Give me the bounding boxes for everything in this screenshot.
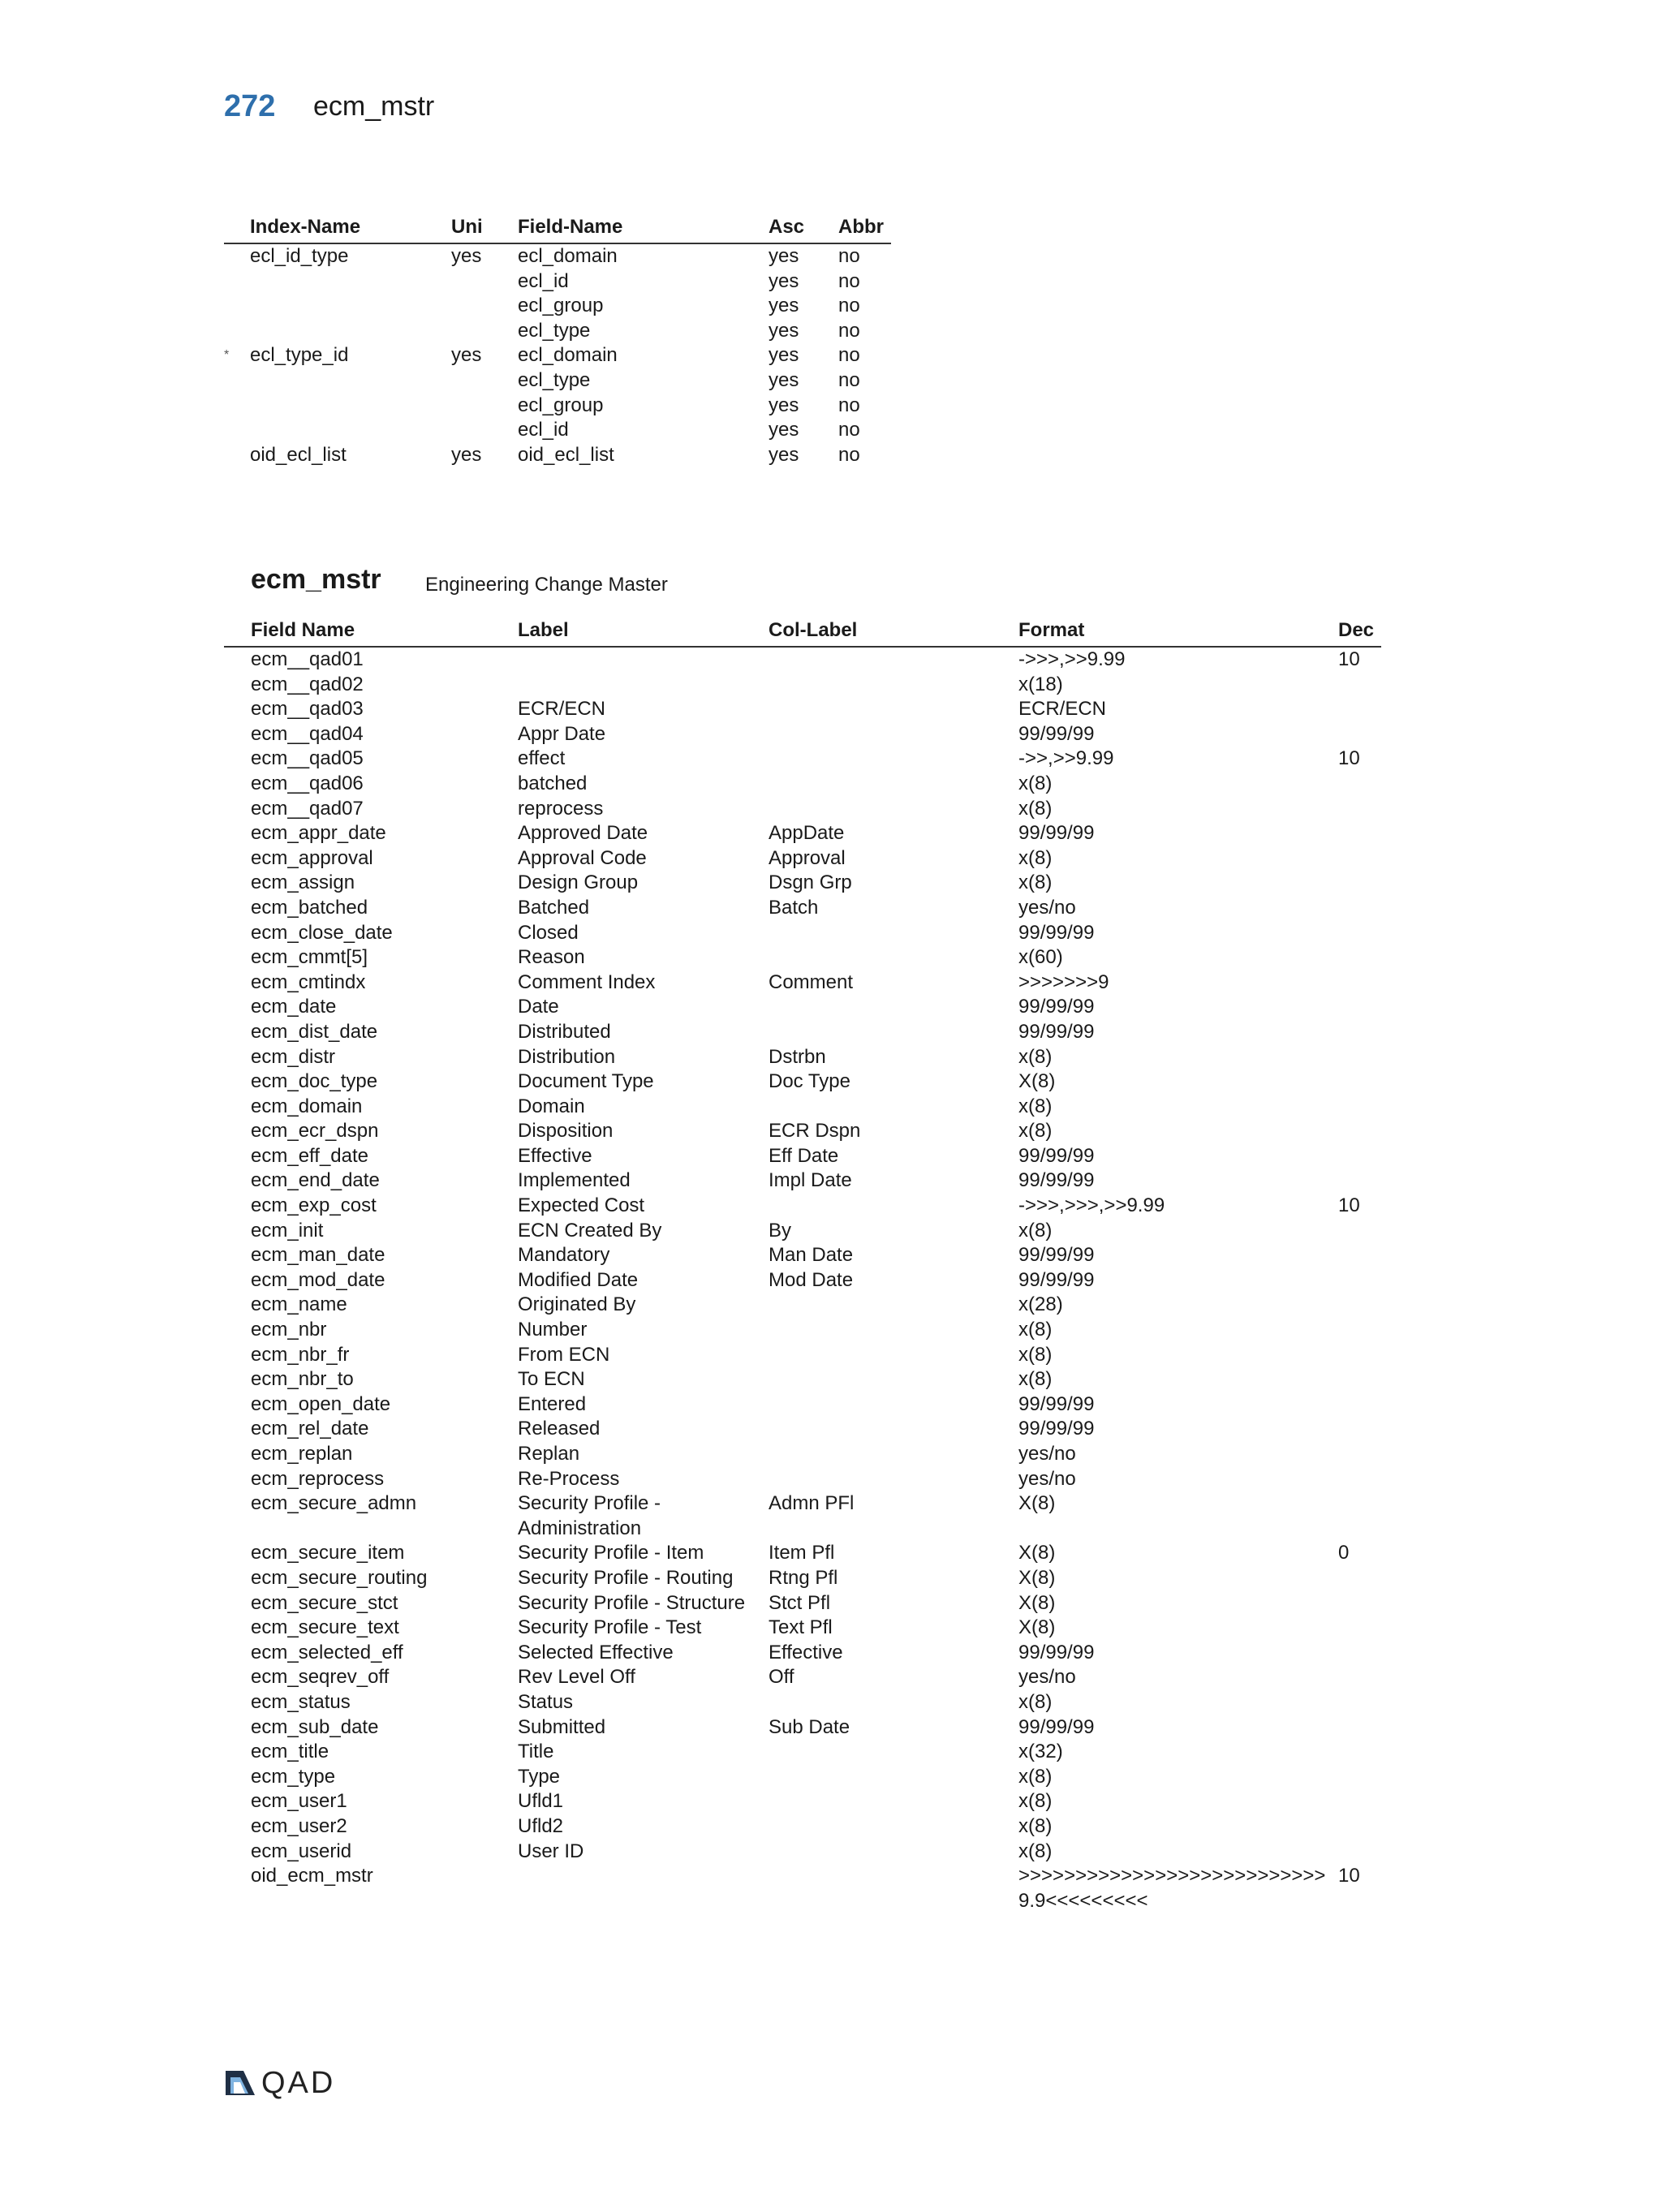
format-cell: X(8) [1018,1070,1056,1093]
col-abbr: Abbr [838,216,884,238]
table-row [224,319,891,344]
label-cell: Replan [518,1443,580,1465]
dec-cell: 10 [1338,1865,1360,1887]
label-cell: ECN Created By [518,1219,662,1242]
table-row [224,1765,1381,1790]
format-cell: x(8) [1018,1368,1053,1391]
table-row [224,821,1381,846]
table-row [224,1144,1381,1169]
field-name-cell: ecm_domain [251,1095,363,1117]
format-cell: ->>>,>>9.99 [1018,648,1126,670]
table-row [224,1566,1381,1591]
table-row [224,871,1381,896]
format-cell: 99/99/99 [1018,1418,1095,1440]
table-row [224,418,891,443]
label-cell: User ID [518,1840,584,1862]
field-name-cell: ecm_user1 [251,1790,347,1813]
format-cell: X(8) [1018,1492,1056,1515]
col-format: Format [1018,619,1085,641]
field-name-cell: ecl_domain [518,245,618,267]
label-cell: Selected Effective [518,1641,674,1663]
table-row [224,970,1381,996]
field-name-cell: ecm__qad02 [251,673,364,695]
field-name-cell: ecm_user2 [251,1814,347,1837]
field-name-cell: ecm__qad03 [251,698,364,721]
format-cell: x(8) [1018,772,1053,794]
field-name-cell: ecm_approval [251,846,373,869]
col-label-cell: Approval [769,846,846,869]
table-row [224,1194,1381,1219]
format-cell: 99/99/99 [1018,1169,1095,1192]
format-cell: >>>>>>>9 [1018,970,1109,993]
col-asc: Asc [769,216,805,238]
label-cell: Rev Level Off [518,1666,635,1689]
field-name-cell: ecm_init [251,1219,324,1242]
field-name-cell: ecm_status [251,1690,351,1713]
abbr-cell: no [838,295,860,317]
row-marker: * [224,348,230,363]
label-cell: Type [518,1765,561,1788]
field-name-cell: ecm__qad05 [251,747,364,770]
field-table-body [224,648,1381,1913]
field-name-cell: ecl_id [518,419,569,441]
field-name-cell: ecm_rel_date [251,1418,369,1440]
table-row [224,1020,1381,1045]
label-cell: Entered [518,1392,587,1415]
col-label-cell: ECR Dspn [769,1120,861,1143]
col-label: Label [518,619,569,641]
format-cell: X(8) [1018,1542,1056,1564]
col-label-cell: Dstrbn [769,1045,826,1068]
label-cell: Re-Process [518,1467,620,1490]
col-label-cell: Admn PFl [769,1492,855,1515]
table-row [224,1814,1381,1840]
table-row [224,368,891,394]
format-cell: ->>,>>9.99 [1018,747,1114,770]
label-cell: Number [518,1319,588,1341]
qad-logo [224,2065,336,2100]
field-name-cell: ecm_exp_cost [251,1194,377,1217]
format-cell: x(8) [1018,1095,1053,1117]
field-name-cell: ecm_batched [251,896,368,919]
format-cell: 99/99/99 [1018,1641,1095,1663]
label-cell: From ECN [518,1343,610,1366]
field-name-cell: ecm_secure_text [251,1616,399,1639]
field-name-cell: ecl_group [518,394,604,416]
table-row [224,896,1381,921]
table-row [224,294,891,319]
col-label-cell: Man Date [769,1244,854,1267]
uni-cell: yes [451,443,482,466]
index-table-body [224,244,891,467]
col-label-cell: By [769,1219,792,1242]
format-cell: 99/99/99 [1018,822,1095,845]
table-row [224,1045,1381,1070]
label-cell: Distributed [518,1020,611,1043]
format-cell: x(32) [1018,1741,1063,1763]
table-row [224,1293,1381,1318]
index-table [224,213,891,467]
field-table [224,617,1381,1913]
running-title: ecm_mstr [313,91,435,122]
col-label-cell: Eff Date [769,1144,839,1167]
field-name-cell: ecm__qad07 [251,797,364,820]
table-row [224,1541,1381,1566]
format-cell: 99/99/99 [1018,1020,1095,1043]
table-row [224,1840,1381,1865]
table-row [224,1641,1381,1666]
format-cell: x(8) [1018,797,1053,820]
table-row [224,1417,1381,1442]
field-name-cell: ecm_assign [251,871,355,894]
format-cell: x(8) [1018,871,1053,894]
label-cell: Effective [518,1144,592,1167]
col-label-cell: Impl Date [769,1169,852,1192]
index-name-cell: oid_ecl_list [250,443,347,466]
table-row [224,1343,1381,1368]
label-cell: Security Profile - Administration [518,1492,661,1539]
format-cell: x(8) [1018,846,1053,869]
table-row [224,1069,1381,1095]
table-row [224,1467,1381,1492]
format-cell: x(8) [1018,1120,1053,1143]
label-cell: Submitted [518,1715,606,1738]
col-label-cell: Stct Pfl [769,1591,831,1614]
table-row [224,1268,1381,1293]
field-name-cell: ecm_man_date [251,1244,385,1267]
field-name-cell: ecm_doc_type [251,1070,378,1093]
format-cell: yes/no [1018,1467,1076,1490]
table-row [224,1243,1381,1268]
field-name-cell: ecm_dist_date [251,1020,378,1043]
abbr-cell: no [838,344,860,367]
label-cell: reprocess [518,797,604,820]
label-cell: Security Profile - Routing [518,1566,734,1589]
table-row [224,1095,1381,1120]
table-row [224,1318,1381,1343]
label-cell: Implemented [518,1169,631,1192]
table-row [224,1591,1381,1616]
field-name-cell: ecl_type [518,319,591,342]
format-cell: x(60) [1018,946,1063,969]
label-cell: Released [518,1418,601,1440]
table-row [224,846,1381,871]
field-name-cell: ecm_eff_date [251,1144,368,1167]
table-row [224,1367,1381,1392]
col-label-cell: Sub Date [769,1715,850,1738]
abbr-cell: no [838,319,860,342]
col-label-cell: Effective [769,1641,843,1663]
format-cell: 99/99/99 [1018,1268,1095,1291]
field-name-cell: ecm_reprocess [251,1467,385,1490]
format-cell: 99/99/99 [1018,1144,1095,1167]
table-row [224,772,1381,797]
label-cell: Reason [518,946,585,969]
field-name-cell: ecm_selected_eff [251,1641,403,1663]
label-cell: Domain [518,1095,585,1117]
field-name-cell: ecm_secure_item [251,1542,405,1564]
table-row [224,1442,1381,1467]
field-name-cell: ecm_replan [251,1443,353,1465]
field-name-cell: ecm_nbr_to [251,1368,354,1391]
format-cell: 99/99/99 [1018,1244,1095,1267]
col-label-cell: Batch [769,896,819,919]
table-row [224,945,1381,970]
dec-cell: 10 [1338,648,1360,670]
field-name-cell: ecm_nbr_fr [251,1343,350,1366]
table-row [224,343,891,368]
field-name-cell: ecm_cmtindx [251,970,366,993]
field-name-cell: ecm_open_date [251,1392,391,1415]
field-name-cell: ecm_sub_date [251,1715,379,1738]
table-name: ecm_mstr [251,564,381,595]
field-name-cell: ecm__qad04 [251,722,364,745]
field-name-cell: ecm_seqrev_off [251,1666,390,1689]
label-cell: Design Group [518,871,639,894]
field-table-header [224,617,1381,648]
field-name-cell: ecl_domain [518,344,618,367]
field-name-cell: ecm_end_date [251,1169,380,1192]
table-row [224,1665,1381,1690]
table-row [224,995,1381,1020]
field-name-cell: ecl_type [518,368,591,391]
field-name-cell: ecm_mod_date [251,1268,385,1291]
field-name-cell: ecm_distr [251,1045,336,1068]
format-cell: ->>>,>>>,>>9.99 [1018,1194,1165,1217]
label-cell: Title [518,1741,554,1763]
format-cell: 99/99/99 [1018,996,1095,1018]
field-name-cell: ecm__qad06 [251,772,364,794]
table-row [224,697,1381,722]
format-cell: x(8) [1018,1219,1053,1242]
format-cell: x(8) [1018,1690,1053,1713]
table-row [224,722,1381,747]
format-cell: x(28) [1018,1293,1063,1316]
table-row [224,1864,1381,1913]
asc-cell: yes [769,443,799,466]
format-cell: X(8) [1018,1591,1056,1614]
format-cell: x(8) [1018,1814,1053,1837]
label-cell: Security Profile - Structure [518,1591,746,1614]
format-cell: 99/99/99 [1018,921,1095,944]
uni-cell: yes [451,245,482,267]
col-label-cell: Item Pfl [769,1542,835,1564]
label-cell: Mandatory [518,1244,610,1267]
label-cell: Disposition [518,1120,614,1143]
col-label-cell: Mod Date [769,1268,854,1291]
col-dec: Dec [1338,619,1375,641]
page-number: 272 [224,89,276,123]
label-cell: Date [518,996,559,1018]
table-row [224,1119,1381,1144]
label-cell: Expected Cost [518,1194,645,1217]
asc-cell: yes [769,269,799,292]
table-description: Engineering Change Master [425,574,668,596]
table-row [224,673,1381,698]
label-cell: Appr Date [518,722,606,745]
col-label-cell: Comment [769,970,854,993]
table-row [224,797,1381,822]
label-cell: To ECN [518,1368,585,1391]
field-name-cell: ecm_appr_date [251,822,386,845]
dec-cell: 0 [1338,1542,1350,1564]
field-name-cell: ecm_date [251,996,337,1018]
table-row [224,269,891,295]
asc-cell: yes [769,419,799,441]
col-label-cell: Rtng Pfl [769,1566,838,1589]
format-cell: x(8) [1018,1045,1053,1068]
format-cell: yes/no [1018,1443,1076,1465]
table-row [224,1616,1381,1641]
format-cell: 99/99/99 [1018,722,1095,745]
field-name-cell: ecm_userid [251,1840,352,1862]
label-cell: Comment Index [518,970,656,993]
table-row [224,1219,1381,1244]
index-table-header [224,213,891,244]
asc-cell: yes [769,245,799,267]
format-cell: 99/99/99 [1018,1715,1095,1738]
table-row [224,1392,1381,1418]
label-cell: Status [518,1690,574,1713]
table-row [224,1715,1381,1741]
label-cell: Originated By [518,1293,636,1316]
col-label-cell: Text Pfl [769,1616,833,1639]
format-cell: >>>>>>>>>>>>>>>>>>>>>>>>>>>9.9<<<<<<<<< [1018,1865,1326,1912]
col-label-cell: Dsgn Grp [769,871,852,894]
field-name-cell: ecm_secure_admn [251,1492,417,1515]
col-col-label: Col-Label [769,619,858,641]
abbr-cell: no [838,245,860,267]
table-row [224,1789,1381,1814]
label-cell: batched [518,772,588,794]
uni-cell: yes [451,344,482,367]
label-cell: Security Profile - Item [518,1542,704,1564]
table-row [224,648,1381,673]
format-cell: 99/99/99 [1018,1392,1095,1415]
format-cell: yes/no [1018,1666,1076,1689]
qad-logo-icon [224,2069,256,2097]
field-name-cell: oid_ecl_list [518,443,614,466]
table-row [224,1690,1381,1715]
format-cell: x(8) [1018,1319,1053,1341]
format-cell: x(8) [1018,1790,1053,1813]
col-field-name: Field Name [251,619,355,641]
dec-cell: 10 [1338,747,1360,770]
format-cell: x(8) [1018,1343,1053,1366]
format-cell: X(8) [1018,1566,1056,1589]
field-name-cell: ecm_title [251,1741,329,1763]
format-cell: x(18) [1018,673,1063,695]
format-cell: X(8) [1018,1616,1056,1639]
asc-cell: yes [769,319,799,342]
field-name-cell: ecm_secure_stct [251,1591,398,1614]
asc-cell: yes [769,295,799,317]
table-title [251,564,668,596]
label-cell: Document Type [518,1070,654,1093]
abbr-cell: no [838,269,860,292]
label-cell: effect [518,747,566,770]
abbr-cell: no [838,368,860,391]
col-field-name: Field-Name [518,216,623,238]
label-cell: Ufld1 [518,1790,564,1813]
field-name-cell: ecm_cmmt[5] [251,946,368,969]
col-label-cell: Doc Type [769,1070,850,1093]
format-cell: x(8) [1018,1765,1053,1788]
format-cell: x(8) [1018,1840,1053,1862]
label-cell: Approved Date [518,822,648,845]
col-index-name: Index-Name [250,216,361,238]
label-cell: Approval Code [518,846,647,869]
table-row [224,1740,1381,1765]
field-name-cell: ecm_secure_routing [251,1566,428,1589]
label-cell: Closed [518,921,579,944]
format-cell: yes/no [1018,896,1076,919]
col-uni: Uni [451,216,483,238]
logo-text: QAD [261,2065,336,2100]
col-label-cell: AppDate [769,822,845,845]
col-label-cell: Off [769,1666,794,1689]
asc-cell: yes [769,368,799,391]
label-cell: Distribution [518,1045,616,1068]
field-name-cell: ecm_close_date [251,921,393,944]
index-name-cell: ecl_id_type [250,245,349,267]
field-name-cell: ecm__qad01 [251,648,364,670]
label-cell: Security Profile - Test [518,1616,702,1639]
dec-cell: 10 [1338,1194,1360,1217]
format-cell: ECR/ECN [1018,698,1107,721]
table-row [224,1168,1381,1194]
table-row [224,244,891,269]
field-name-cell: ecl_group [518,295,604,317]
label-cell: Modified Date [518,1268,639,1291]
field-name-cell: ecm_type [251,1765,336,1788]
table-row [224,394,891,419]
index-name-cell: ecl_type_id [250,344,349,367]
label-cell: Ufld2 [518,1814,564,1837]
field-name-cell: ecm_nbr [251,1319,327,1341]
asc-cell: yes [769,394,799,416]
abbr-cell: no [838,394,860,416]
field-name-cell: ecl_id [518,269,569,292]
label-cell: ECR/ECN [518,698,606,721]
asc-cell: yes [769,344,799,367]
table-row [224,921,1381,946]
field-name-cell: ecm_ecr_dspn [251,1120,379,1143]
abbr-cell: no [838,419,860,441]
abbr-cell: no [838,443,860,466]
table-row [224,1491,1381,1541]
field-name-cell: oid_ecm_mstr [251,1865,373,1887]
field-name-cell: ecm_name [251,1293,347,1316]
table-row [224,443,891,468]
table-row [224,747,1381,772]
label-cell: Batched [518,896,590,919]
